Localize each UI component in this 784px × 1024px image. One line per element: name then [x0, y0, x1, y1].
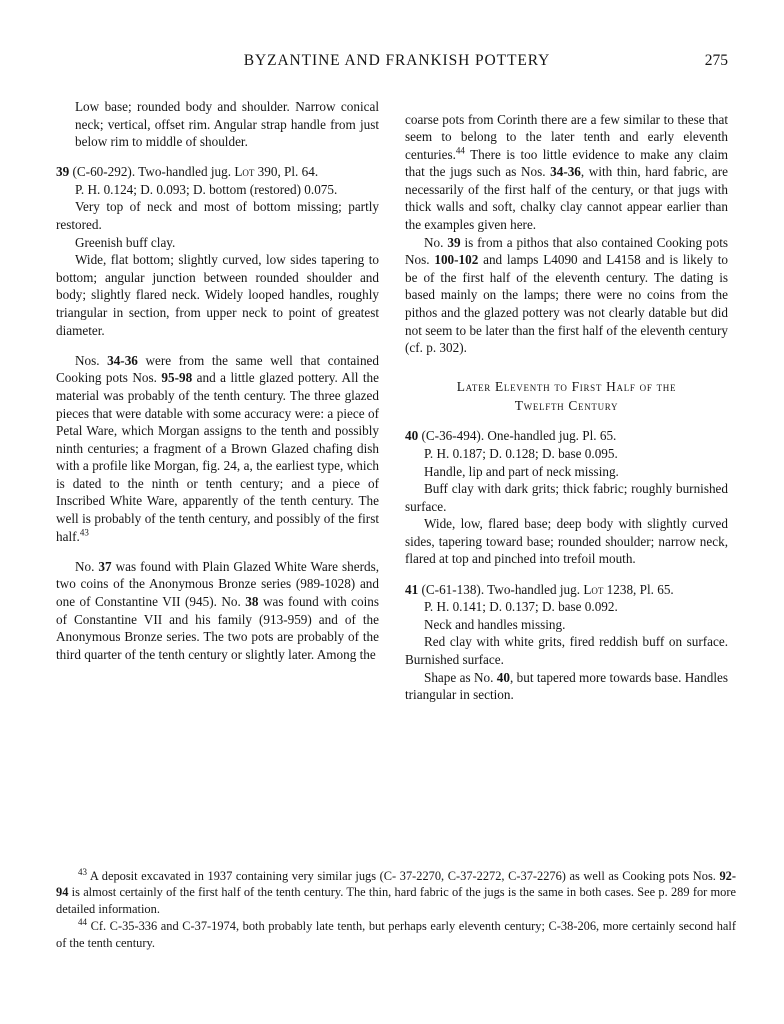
column-left [56, 98, 379, 704]
paragraph: Greenish buff clay. [75, 234, 176, 250]
running-head [56, 52, 728, 86]
paragraph: Wide, flat bottom; slightly curved, low sides tapering to bottom; angular junction between rounded shoulder and body; slightly flared neck. Widely looped handles, roughly triangular in section, from upper neck to point of greatest diameter. [56, 252, 379, 338]
running-head-title: BYZANTINE AND FRANKISH POTTERY [243, 52, 551, 69]
paragraph: P. H. 0.141; D. 0.137; D. base 0.092. [424, 599, 618, 615]
paragraph: 41 (C-61-138). Two-handled jug. Lot 1238, Pl. 65. [405, 581, 674, 597]
footnotes [56, 868, 736, 952]
footnote: $^{44}$ Cf. C-35-336 and C-37-1974, both probably late tenth, but perhaps early eleventh century; C-38-206, more certainly second half of the tenth century. [56, 917, 736, 950]
paragraph: P. H. 0.124; D. 0.093; D. bottom (restored) 0.075. [75, 181, 338, 197]
paragraph: Handle, lip and part of neck missing. [424, 463, 619, 479]
paragraph: Buff clay with dark grits; thick fabric; roughly burnished surface. [405, 481, 728, 514]
paragraph: Nos. 34-36 were from the same well that contained Cooking pots Nos. 95-98 and a little glazed pottery. All the material was probably of the tenth century. The three glazed pieces that were datable with some accuracy were: a piece of Petal Ware, which Morgan assigns to the tenth and possibly ninth centuries; a fragment of a Brown Glazed chafing dish with a profile like Morgan, fig. 24, a, the earliest type, which is dated to the ninth or tenth century; and a piece of Inscribed White Ware, apparently of the tenth century. The well is probably of the tenth century, and possibly of the first half.$^{43}$ [56, 352, 379, 544]
section-heading [405, 377, 728, 415]
paragraph: Low base; rounded body and shoulder. Narrow conical neck; vertical, offset rim. Angular strap handle from just below rim to middle of shoulder. [75, 99, 379, 150]
column-right [405, 98, 728, 704]
paragraph: 40 (C-36-494). One-handled jug. Pl. 65. [405, 428, 617, 444]
section-heading-line2: Twelfth Century [514, 397, 619, 413]
two-column-body [56, 98, 728, 704]
footnote: $^{43}$ A deposit excavated in 1937 containing very similar jugs (C- 37-2270, C-37-2272, C-37-2276) as well as Cooking pots Nos. 92-94 is almost certainly of the first half of the tenth century. The thin, hard fabric of the jugs is the same in both cases. See p. 289 for more detailed information. [56, 866, 736, 916]
page-number: 275 [704, 52, 728, 69]
paragraph: Very top of neck and most of bottom missing; partly restored. [56, 199, 379, 233]
section-heading-line1: Later Eleventh to First Half of the [456, 378, 677, 394]
paragraph: 39 (C-60-292). Two-handled jug. Lot 390, Pl. 64. [56, 164, 319, 180]
paragraph: No. 37 was found with Plain Glazed White Ware sherds, two coins of the Anonymous Bronze series (989-1028) and one of Constantine VII (945). No. 38 was found with coins of Constantine VII and his family (913-959) and of the Anonymous Bronze series. The two pots are probably of the third quarter of the tenth century or slightly later. Among the [56, 558, 379, 662]
paragraph: P. H. 0.187; D. 0.128; D. base 0.095. [424, 445, 618, 461]
paragraph: Red clay with white grits, fired reddish buff on surface. Burnished surface. [405, 634, 728, 667]
paragraph: Neck and handles missing. [424, 616, 566, 632]
paragraph: coarse pots from Corinth there are a few similar to these that seem to belong to the later tenth and early eleventh centuries.$^{44}$ There is too little evidence to make any claim that the jugs such as Nos. 34-36, with thin, hard fabric, are necessarily of the first half of the century, or that jugs with thick walls and soft, chalky clay cannot appear earlier than the examples given here. [405, 111, 728, 233]
paragraph: Wide, low, flared base; deep body with slightly curved sides, tapering toward base; rounded shoulder; narrow neck, flared at top and pinched into trefoil mouth. [405, 516, 728, 567]
paragraph: No. 39 is from a pithos that also contained Cooking pots Nos. 100-102 and lamps L4090 and L4158 and is likely to be of the first half of the eleventh century. The dating is based mainly on the lamps; there were no coins from the pithos and the glazed pottery was not clearly datable but did not seem to be later than the first half of the eleventh century (cf. p. 302). [405, 234, 729, 356]
paragraph: Shape as No. 40, but tapered more towards base. Handles triangular in section. [405, 669, 728, 703]
